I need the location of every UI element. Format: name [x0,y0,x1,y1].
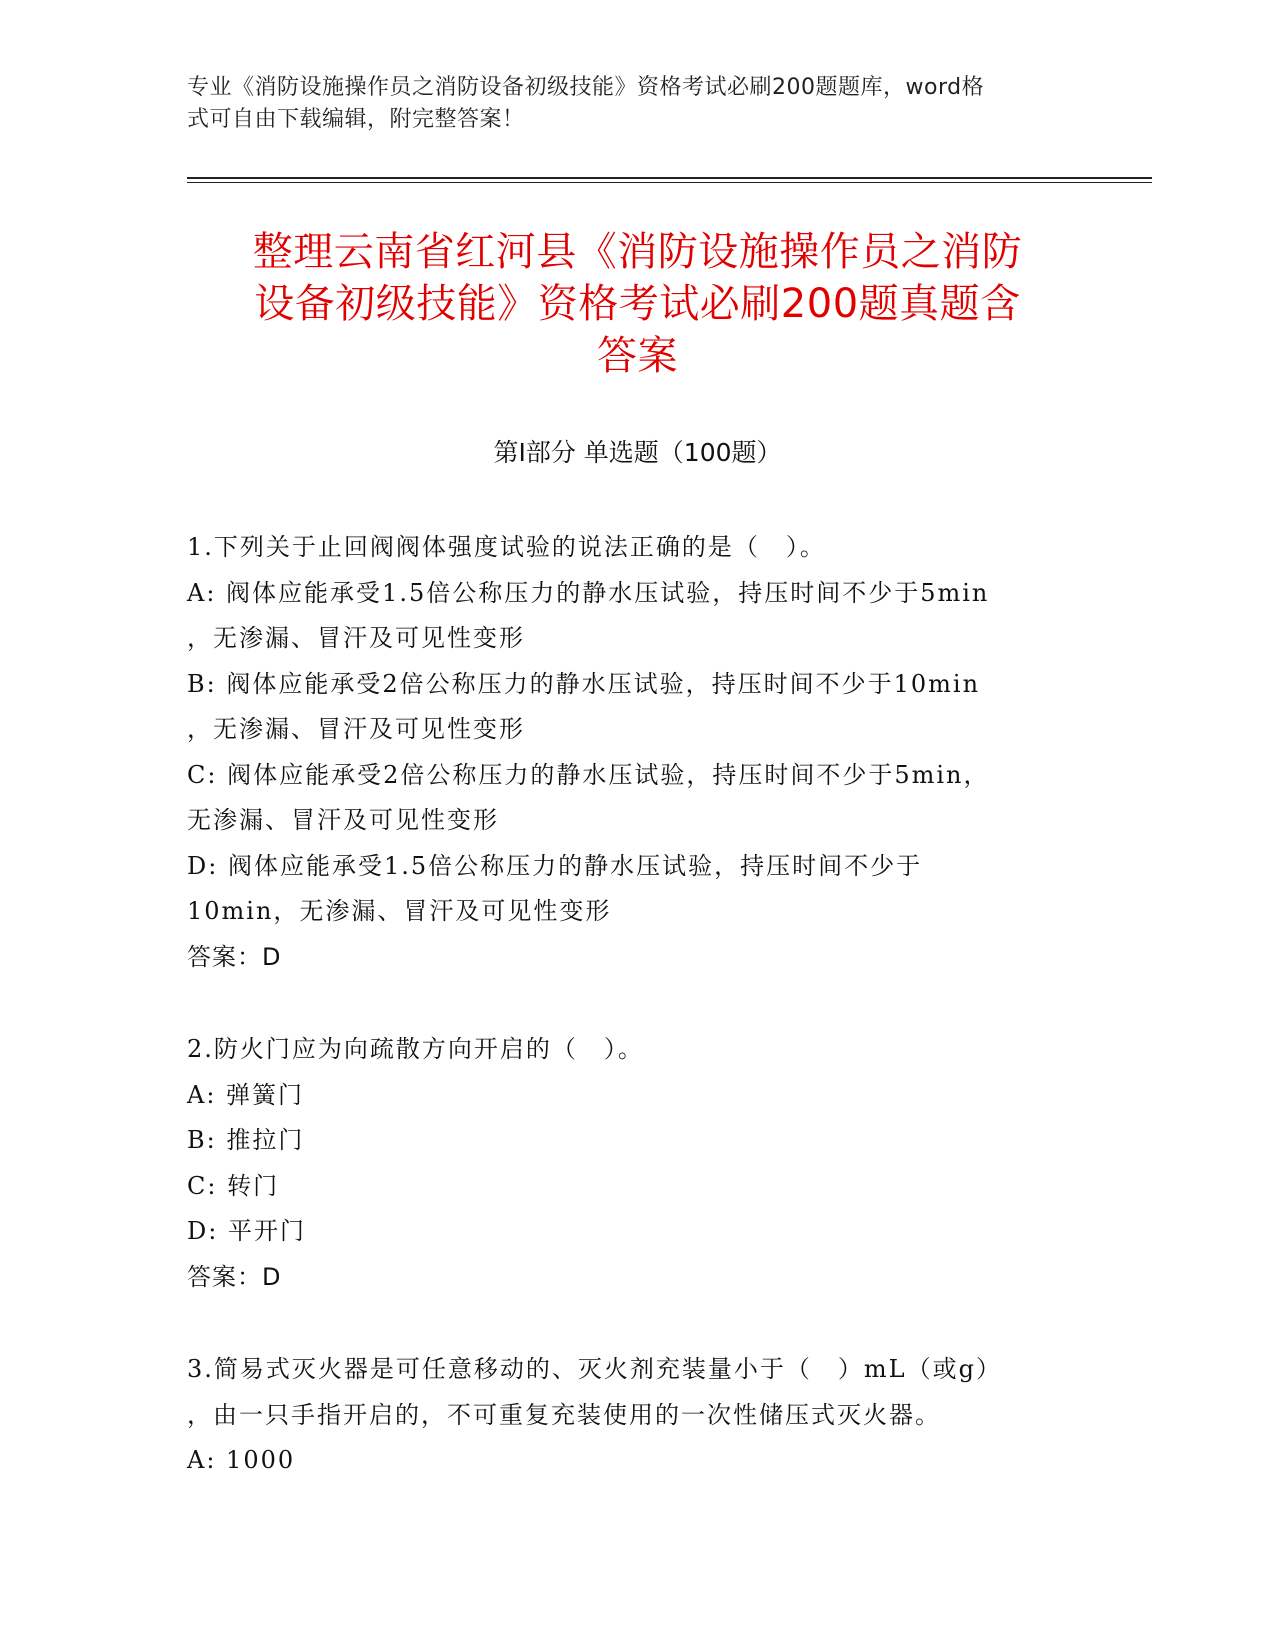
question-spacer [187,980,1087,1027]
question-spacer [187,1300,1087,1347]
section-heading: 第Ⅰ部分 单选题（100题） [493,438,782,467]
option-d: D: 平开门 [187,1217,306,1245]
header-divider-thick [187,177,1152,179]
header-divider-thin [187,182,1152,183]
header-note [187,72,1067,136]
document-title [170,226,1105,382]
question-stem: 3.简易式灭火器是可任意移动的、灭火剂充装量小于（ ）mL（或g） [187,1355,1002,1383]
question-stem-continued: ，由一只手指开启的，不可重复充装使用的一次性储压式灭火器。 [187,1400,941,1429]
question-list [187,525,1087,1484]
option-c: C: 转门 [187,1171,280,1200]
document-title-line-1: 整理云南省红河县《消防设施操作员之消防 [252,229,1023,275]
option-c-continued: 无渗漏、冒汗及可见性变形 [187,806,499,834]
option-b-continued: ，无渗漏、冒汗及可见性变形 [187,715,525,743]
header-note-line-1: 专业《消防设施操作员之消防设备初级技能》资格考试必刷200题题库，word格 [187,75,985,100]
question-stem: 1.下列关于止回阀阀体强度试验的说法正确的是（ ）。 [187,533,826,561]
option-d: D: 阀体应能承受1.5倍公称压力的静水压试验，持压时间不少于 [187,851,923,880]
option-b: B: 推拉门 [187,1126,305,1154]
document-title-line-2: 设备初级技能》资格考试必刷200题真题含 [254,281,1021,327]
question-block [187,1347,1087,1484]
header-note-line-2: 式可自由下载编辑，附完整答案！ [187,107,525,132]
option-a: A: 1000 [187,1446,296,1474]
answer-line: 答案：D [187,1262,282,1291]
option-a: A: 弹簧门 [187,1080,305,1109]
document-title-line-3: 答案 [597,333,678,379]
option-a-continued: ，无渗漏、冒汗及可见性变形 [187,624,525,652]
question-stem: 2.防火门应为向疏散方向开启的（ ）。 [187,1035,644,1063]
question-block [187,525,1087,980]
option-b: B: 阀体应能承受2倍公称压力的静水压试验，持压时间不少于10min [187,669,981,698]
option-a: A: 阀体应能承受1.5倍公称压力的静水压试验，持压时间不少于5min [187,578,990,607]
option-c: C: 阀体应能承受2倍公称压力的静水压试验，持压时间不少于5min， [187,760,990,789]
question-block [187,1027,1087,1300]
option-d-continued: 10min，无渗漏、冒汗及可见性变形 [187,897,612,925]
answer-line: 答案：D [187,942,282,971]
